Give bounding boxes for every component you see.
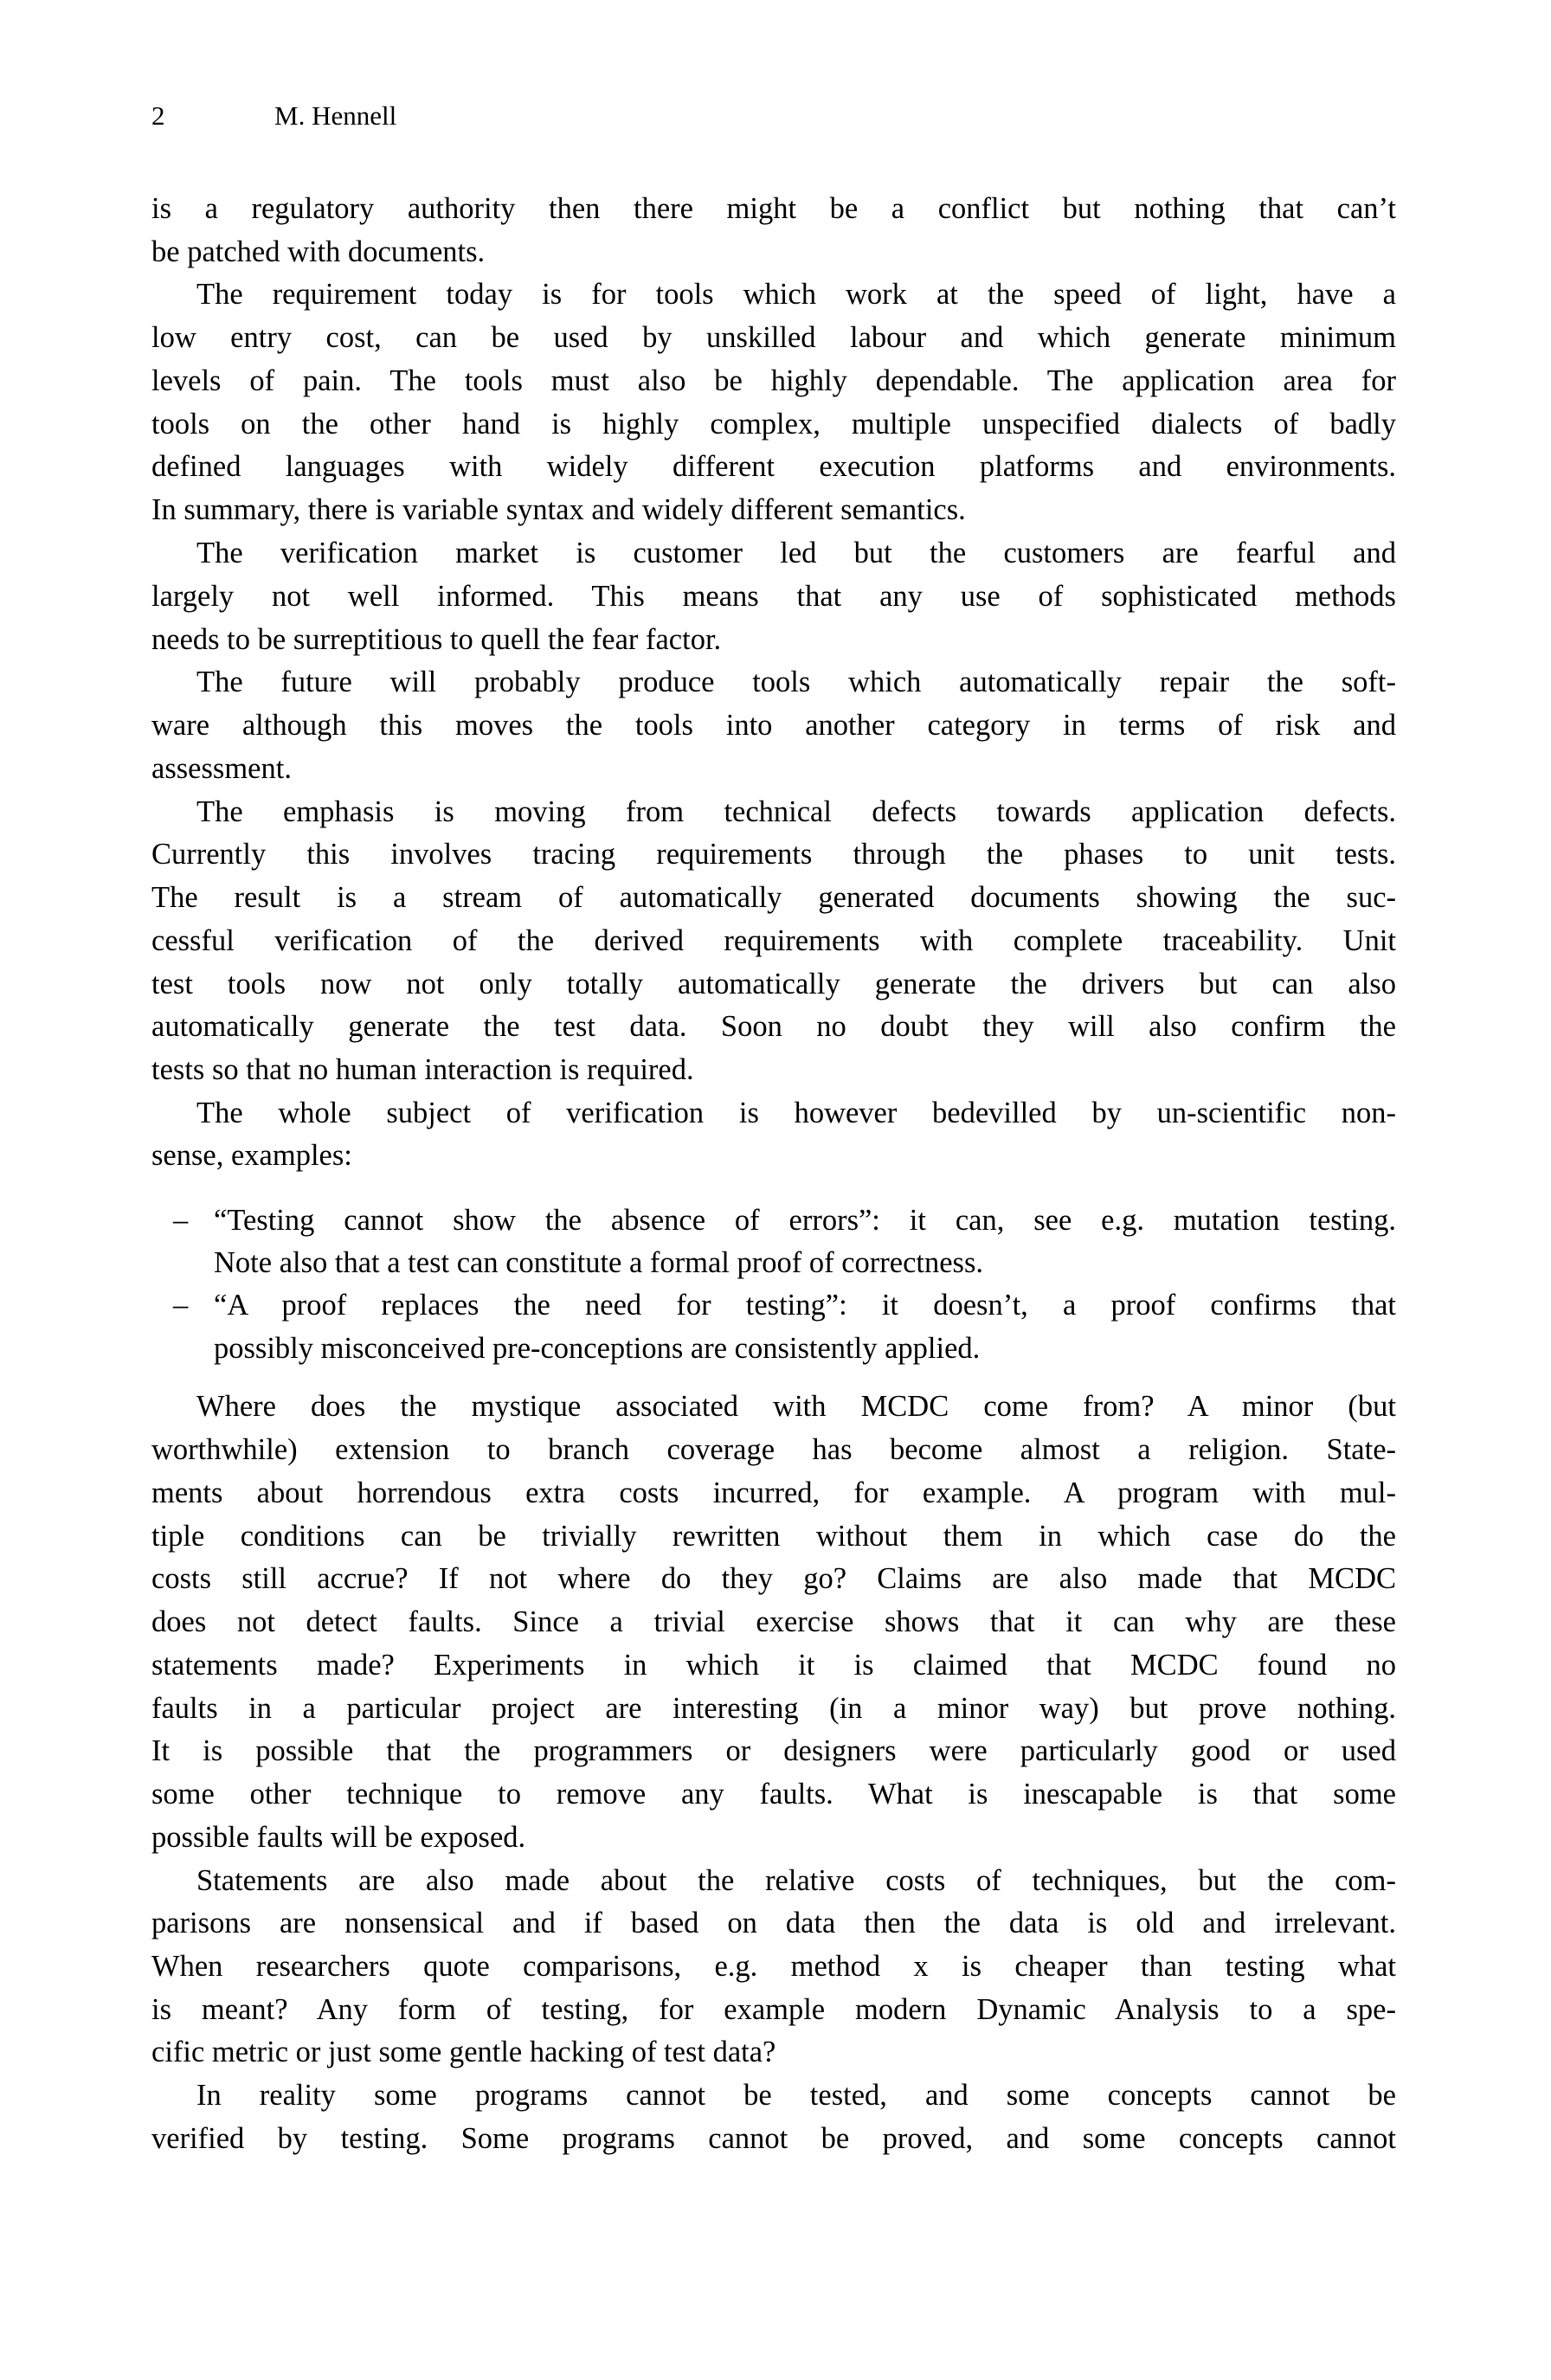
- text-line: In reality some programs cannot be tested, and some concepts cannot be: [196, 2079, 1396, 2112]
- text-line: Statements are also made about the relative costs of techniques, but the com-: [196, 1864, 1396, 1897]
- text-line: some other technique to remove any faults. What is inescapable is that some: [151, 1778, 1396, 1811]
- text-line: The verification market is customer led but the customers are fearful and: [196, 537, 1396, 569]
- text-line: The emphasis is moving from technical defects towards application defects.: [196, 795, 1396, 828]
- text-line: When researchers quote comparisons, e.g. method x is cheaper than testing what: [151, 1950, 1396, 1983]
- text-line: The future will probably produce tools which automatically repair the soft-: [196, 666, 1396, 698]
- text-line: faults in a particular project are interesting (in a minor way) but prove nothing.: [151, 1692, 1396, 1725]
- list-bullet: –: [173, 1204, 189, 1237]
- text-line: is meant? Any form of testing, for example modern Dynamic Analysis to a spe-: [151, 1993, 1396, 2026]
- text-line: worthwhile) extension to branch coverage has become almost a religion. State-: [151, 1433, 1396, 1466]
- text-line: levels of pain. The tools must also be highly dependable. The application area for: [151, 364, 1396, 397]
- text-line: cessful verification of the derived requirements with complete traceability. Unit: [151, 924, 1396, 957]
- text-line: test tools now not only totally automatically generate the drivers but can also: [151, 968, 1396, 1000]
- text-line: tests so that no human interaction is required.: [151, 1053, 694, 1086]
- text-line: defined languages with widely different execution platforms and environments.: [151, 450, 1396, 483]
- text-line: ments about horrendous extra costs incurred, for example. A program with mul-: [151, 1476, 1396, 1509]
- text-line: “Testing cannot show the absence of errors”: it can, see e.g. mutation testing.: [214, 1204, 1396, 1237]
- text-line: possible faults will be exposed.: [151, 1821, 526, 1854]
- text-line: The result is a stream of automatically generated documents showing the suc-: [151, 881, 1396, 914]
- text-line: does not detect faults. Since a trivial exercise shows that it can why are these: [151, 1605, 1396, 1638]
- text-line: The requirement today is for tools which work at the speed of light, have a: [196, 278, 1396, 311]
- list-bullet: –: [173, 1289, 189, 1322]
- text-line: Note also that a test can constitute a formal proof of correctness.: [214, 1246, 984, 1279]
- text-line: Currently this involves tracing requirements through the phases to unit tests.: [151, 838, 1396, 871]
- text-line: verified by testing. Some programs cannot be proved, and some concepts cannot: [151, 2122, 1396, 2155]
- text-line: automatically generate the test data. Soon no doubt they will also confirm the: [151, 1010, 1396, 1043]
- text-line: costs still accrue? If not where do they go? Claims are also made that MCDC: [151, 1562, 1396, 1595]
- text-line: largely not well informed. This means that any use of sophisticated methods: [151, 580, 1396, 613]
- text-line: tiple conditions can be trivially rewritten without them in which case do the: [151, 1520, 1396, 1553]
- text-line: needs to be surreptitious to quell the fear factor.: [151, 623, 722, 656]
- text-line: tools on the other hand is highly complex, multiple unspecified dialects of badly: [151, 408, 1396, 441]
- text-line: It is possible that the programmers or designers were particularly good or used: [151, 1734, 1396, 1767]
- text-line: “A proof replaces the need for testing”: it doesn’t, a proof confirms that: [214, 1289, 1396, 1322]
- text-line: In summary, there is variable syntax and widely different semantics.: [151, 493, 966, 526]
- text-line: cific metric or just some gentle hacking of test data?: [151, 2036, 776, 2068]
- text-line: low entry cost, can be used by unskilled labour and which generate minimum: [151, 321, 1396, 354]
- text-line: is a regulatory authority then there might be a conflict but nothing that can’t: [151, 192, 1396, 225]
- text-line: assessment.: [151, 752, 292, 785]
- text-line: sense, examples:: [151, 1139, 352, 1172]
- text-line: ware although this moves the tools into another category in terms of risk and: [151, 709, 1396, 742]
- text-line: statements made? Experiments in which it is claimed that MCDC found no: [151, 1649, 1396, 1682]
- text-line: possibly misconceived pre-conceptions are consistently applied.: [214, 1332, 981, 1365]
- text-line: parisons are nonsensical and if based on data then the data is old and irrelevant.: [151, 1907, 1396, 1939]
- text-line: Where does the mystique associated with MCDC come from? A minor (but: [196, 1390, 1396, 1423]
- page-number: 2: [151, 100, 165, 131]
- text-line: be patched with documents.: [151, 235, 486, 268]
- running-author: M. Hennell: [274, 100, 397, 131]
- text-line: The whole subject of verification is however bedevilled by un-scientific non-: [196, 1097, 1396, 1129]
